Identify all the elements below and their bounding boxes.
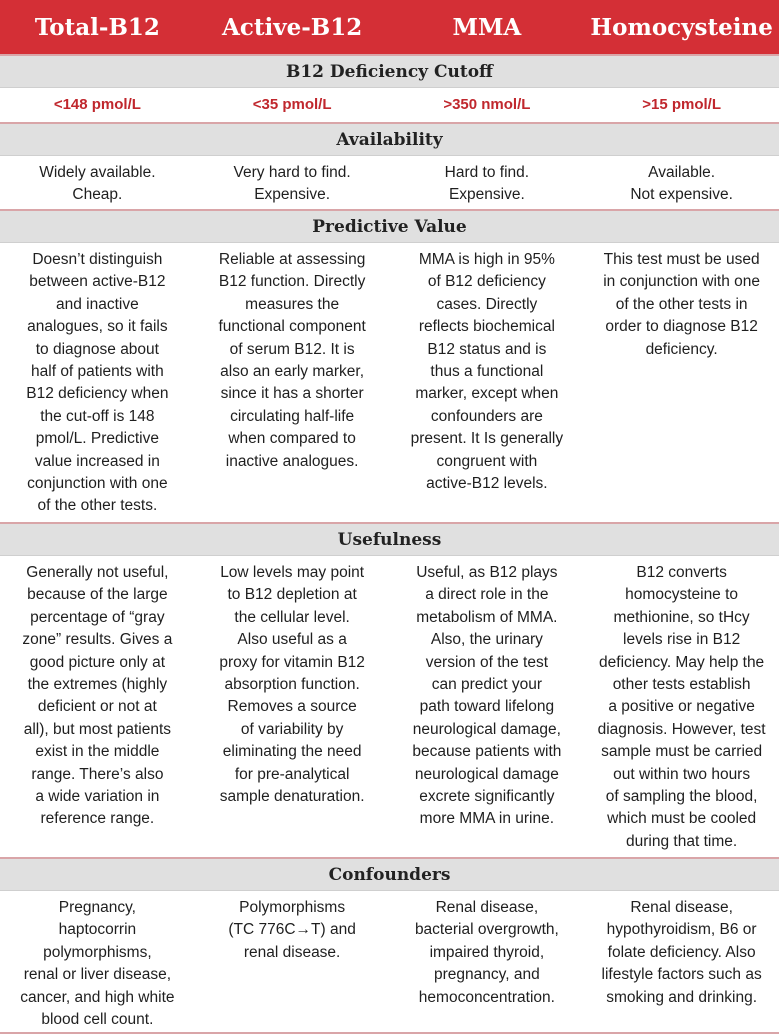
section-title-availability: Availability bbox=[0, 122, 779, 156]
predictive-cell-homocysteine: This test must be used in conjunction with one of the other tests in order to diagnose B12 deficiency. bbox=[603, 251, 761, 358]
section-title-predictive-value: Predictive Value bbox=[0, 209, 779, 243]
cutoff-cell-total-b12: <148 pmol/L bbox=[53, 95, 141, 113]
usefulness-cell-mma: Useful, as B12 plays a direct role in the metabolism of MMA. Also, the urinary version of the test can predict your path toward lifelong neurological damage, because patients with neurological damage excrete significantly more MMA in urine. bbox=[412, 564, 562, 828]
column-header-active-b12: Active-B12 bbox=[222, 13, 363, 41]
availability-cell-mma: Hard to find. Expensive. bbox=[444, 164, 530, 204]
confounders-row bbox=[0, 891, 779, 1032]
predictive-cell-mma: MMA is high in 95% of B12 deficiency cases. Directly reflects biochemical B12 status and is thus a functional marker, except when confounders are present. It Is generally congruent with active-B12 levels. bbox=[410, 251, 564, 493]
cutoff-cell-mma: >350 nmol/L bbox=[443, 95, 531, 113]
header-row bbox=[0, 0, 779, 54]
column-header-total-b12: Total-B12 bbox=[34, 13, 160, 41]
availability-cell-homocysteine: Available. Not expensive. bbox=[630, 164, 733, 204]
confounders-cell-homocysteine: Renal disease, hypothyroidism, B6 or folate deficiency. Also lifestyle factors such as smoking and drinking. bbox=[601, 899, 762, 1006]
predictive-cell-total-b12: Doesn’t distinguish between active-B12 and inactive analogues, so it fails to diagnose about half of patients with B12 deficiency when the cut-off is 148 pmol/L. Predictive value increased in conjunction with one of the other tests. bbox=[26, 251, 169, 515]
usefulness-cell-homocysteine: B12 converts homocysteine to methionine, so tHcy levels rise in B12 deficiency. May help the other tests establish a positive or negative diagnosis. However, test sample must be carried out within two hours of sampling the blood, which must be cooled during that time. bbox=[597, 564, 766, 850]
predictive-row bbox=[0, 243, 779, 522]
section-title-confounders: Confounders bbox=[0, 857, 779, 891]
section-title-usefulness: Usefulness bbox=[0, 522, 779, 556]
availability-cell-total-b12: Widely available. Cheap. bbox=[39, 164, 156, 204]
usefulness-row bbox=[0, 556, 779, 857]
cutoff-row bbox=[0, 88, 779, 122]
usefulness-cell-active-b12: Low levels may point to B12 depletion at the cellular level. Also useful as a proxy for vitamin B12 absorption function. Removes a source of variability by eliminating the need for pre-analytical sample denaturation. bbox=[219, 564, 365, 806]
column-header-homocysteine: Homocysteine bbox=[590, 13, 773, 41]
availability-row bbox=[0, 156, 779, 209]
confounders-cell-total-b12: Pregnancy, haptocorrin polymorphisms, renal or liver disease, cancer, and high white blood cell count. bbox=[20, 899, 175, 1029]
section-title-cutoff: B12 Deficiency Cutoff bbox=[0, 54, 779, 88]
cutoff-cell-active-b12: <35 pmol/L bbox=[252, 95, 332, 113]
usefulness-cell-total-b12: Generally not useful, because of the large percentage of “gray zone” results. Gives a good picture only at the extremes (highly deficient or not at all), but most patients exist in the middle range. There’s also a wide variation in reference range. bbox=[22, 564, 173, 828]
cutoff-cell-homocysteine: >15 pmol/L bbox=[642, 95, 722, 113]
column-header-mma: MMA bbox=[452, 13, 522, 41]
availability-cell-active-b12: Very hard to find. Expensive. bbox=[233, 164, 351, 204]
confounders-cell-mma: Renal disease, bacterial overgrowth, impaired thyroid, pregnancy, and hemoconcentration. bbox=[414, 899, 559, 1006]
predictive-cell-active-b12: Reliable at assessing B12 function. Directly measures the functional component of serum B12. It is also an early marker, since it has a shorter circulating half-life when compared to inactive analogues. bbox=[218, 251, 366, 470]
confounders-cell-active-b12: Polymorphisms (TC 776C→T) and renal disease. bbox=[228, 899, 356, 961]
